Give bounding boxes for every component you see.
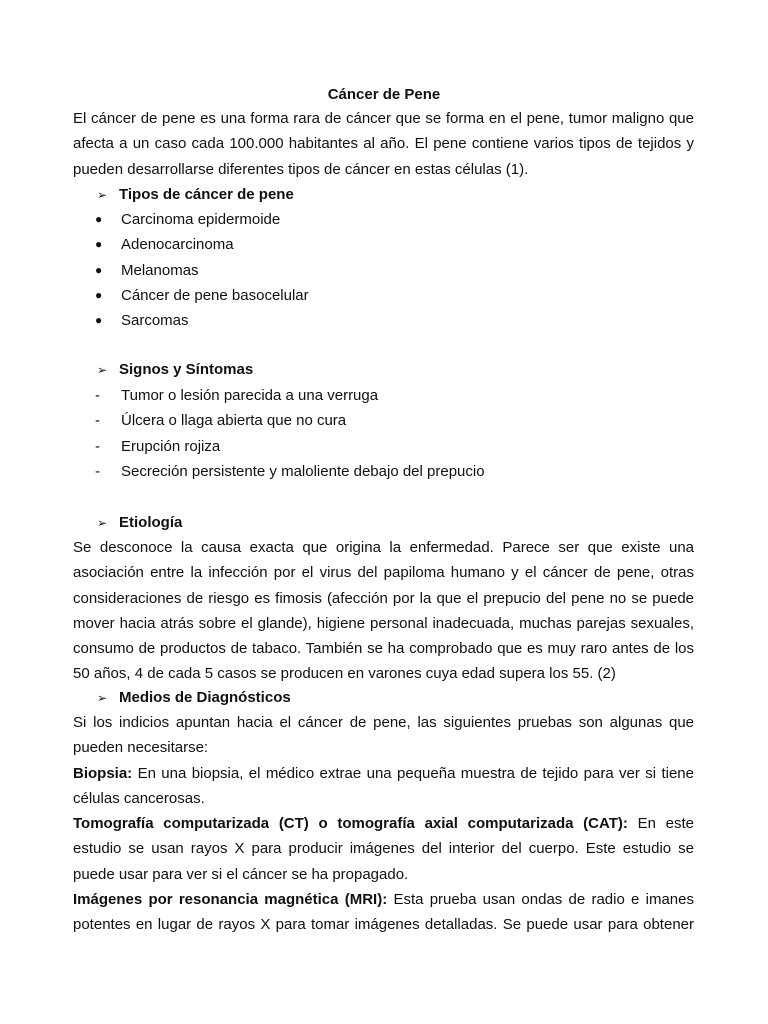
- diagnostico-intro: Si los indicios apuntan hacia el cáncer de pene, las siguientes pruebas son algunas que pueden necesitarse:: [73, 714, 694, 757]
- dash-bullet-icon: -: [95, 462, 100, 480]
- signos-list: [93, 383, 485, 484]
- tomografia-paragraph: [73, 811, 694, 887]
- arrow-bullet-icon: ➢: [97, 188, 108, 202]
- bullet-dot-icon: ●: [95, 212, 103, 226]
- list-item: - Tumor o lesión parecida a una verruga: [93, 383, 485, 408]
- etiologia-section: [73, 535, 694, 687]
- tipos-list: [93, 207, 309, 333]
- arrow-bullet-icon: ➢: [97, 516, 108, 530]
- intro-paragraph: El cáncer de pene es una forma rara de cáncer que se forma en el pene, tumor maligno que afecta a un caso cada 100.000 habitantes al año. El pene contiene varios tipos de tejidos y pueden desarrollarse diferentes tipos de cáncer en estas células (1).: [73, 110, 694, 178]
- tomografia-text: En este estudio se usan rayos X para producir imágenes del interior del cuerpo. Este estudio se puede usar para ver si el cáncer se ha propagado.: [73, 815, 694, 883]
- bullet-dot-icon: ●: [95, 287, 103, 302]
- bullet-dot-icon: ●: [95, 262, 103, 277]
- etiologia-heading-text: Etiología: [119, 514, 183, 531]
- diagnostico-heading-text: Medios de Diagnósticos: [119, 689, 291, 706]
- list-item: ● Melanomas: [93, 258, 309, 283]
- diagnostico-heading: [97, 687, 291, 709]
- etiologia-paragraph: Se desconoce la causa exacta que origina la enfermedad. Parece ser que existe una asociación entre la infección por el virus del papiloma humano y el cáncer de pene, otras consideraciones de riesgo es fimosis (afección por la que el prepucio del pene no se puede mover hacia atrás sobre el glande), higiene personal inadecuada, muchas parejas sexuales, consumo de productos de tabaco. También se ha comprobado que es muy raro antes de los 50 años, 4 de cada 5 casos se producen en varones cuya edad supera los 55. (2): [73, 539, 694, 683]
- arrow-bullet-icon: ➢: [97, 691, 108, 705]
- diagnostico-section: [73, 710, 694, 938]
- biopsia-label: Biopsia:: [73, 764, 133, 782]
- tipos-heading-text: Tipos de cáncer de pene: [119, 186, 294, 203]
- etiologia-heading: [97, 512, 182, 534]
- biopsia-text: En una biopsia, el médico extrae una pequeña muestra de tejido para ver si tiene células cancerosas.: [73, 764, 694, 807]
- arrow-bullet-icon: ➢: [97, 363, 108, 377]
- bullet-dot-icon: ●: [95, 237, 103, 252]
- dash-bullet-icon: -: [95, 437, 100, 455]
- bullet-dot-icon: ●: [95, 313, 103, 328]
- list-item: ● Carcinoma epidermoide: [93, 207, 309, 232]
- dash-bullet-icon: -: [95, 387, 100, 404]
- intro-section: [73, 106, 694, 182]
- signos-heading: [97, 359, 253, 381]
- list-item: ● Adenocarcinoma: [93, 232, 309, 257]
- tomografia-label: Tomografía computarizada (CT) o tomografía axial computarizada (CAT):: [73, 815, 628, 833]
- biopsia-paragraph: [73, 761, 694, 812]
- tipos-heading: [97, 184, 294, 206]
- dash-bullet-icon: -: [95, 412, 100, 430]
- resonancia-text: Esta prueba usan ondas de radio e imanes potentes en lugar de rayos X para tomar imágenes detalladas. Se puede usar para obtener: [73, 891, 694, 934]
- resonancia-paragraph: [73, 887, 694, 938]
- list-item: ● Sarcomas: [93, 308, 309, 333]
- signos-heading-text: Signos y Síntomas: [119, 361, 254, 378]
- list-item: - Úlcera o llaga abierta que no cura: [93, 408, 485, 433]
- list-item: - Erupción rojiza: [93, 434, 485, 459]
- page-title: Cáncer de Pene: [327, 86, 441, 103]
- list-item: ● Cáncer de pene basocelular: [93, 283, 309, 308]
- list-item: - Secreción persistente y maloliente debajo del prepucio: [93, 459, 485, 484]
- resonancia-label: Imágenes por resonancia magnética (MRI):: [73, 891, 388, 909]
